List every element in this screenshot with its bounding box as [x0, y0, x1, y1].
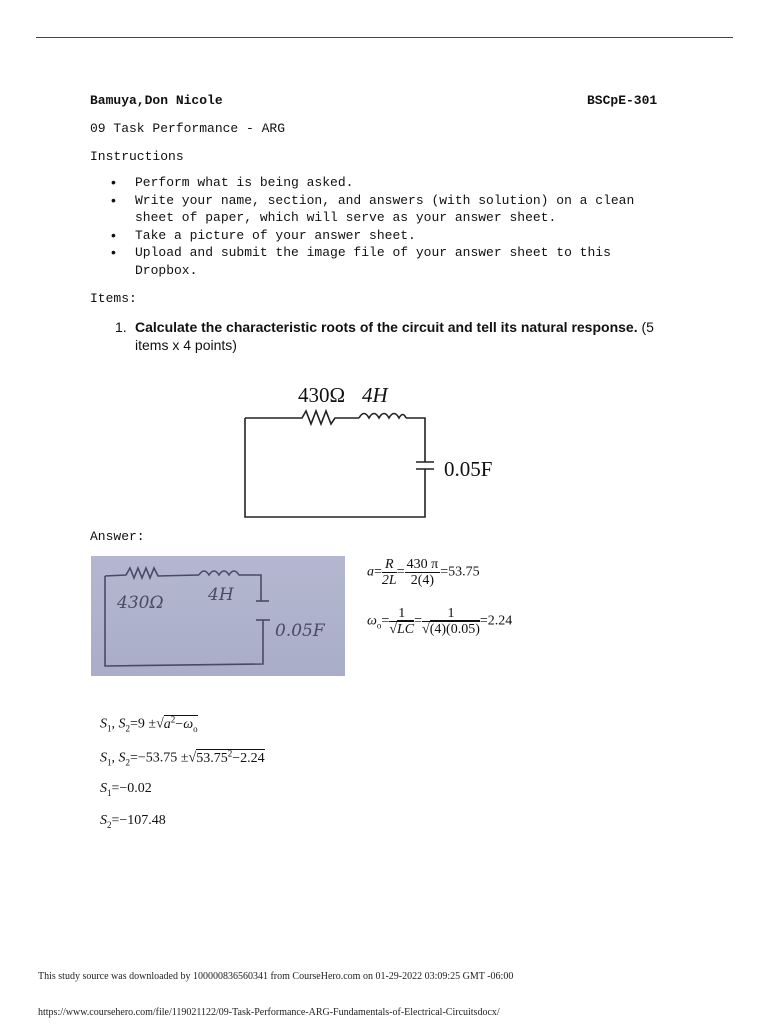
handwritten-resistor: 430Ω [117, 593, 164, 613]
fraction-values: $\frac{430 \pi}{2(4)}$ [406, 557, 439, 588]
alpha-equation: a= $\frac{R}{2L}$ = $\frac{430 \pi}{2(4)}$ =53.75 [367, 557, 480, 588]
question-text: Calculate the characteristic roots of the circuit and tell its natural response. [135, 319, 638, 335]
s1-value: −0.02 [119, 781, 152, 796]
root-s1: $S_1=-0.02$ [100, 781, 152, 798]
handwritten-capacitor: 0.05F [275, 621, 325, 641]
instruction-item: • Upload and submit the image file of your answer sheet to this Dropbox. [111, 244, 671, 279]
omega-symbol: ω [367, 613, 377, 629]
resistor-symbol [245, 411, 359, 424]
instruction-item: • Take a picture of your answer sheet. [111, 227, 671, 245]
root-s2: $S_2=-107.48$ [100, 813, 166, 830]
instruction-item: • Write your name, section, and answers (with solution) on a clean sheet of paper, which will serve as your answer sheet. [111, 192, 671, 227]
instruction-item: • Perform what is being asked. [111, 174, 671, 192]
omega-equation: $\omega_o=$ $\frac{1}{√LC}$ = $\frac{1}{√(4)(0.05)}$ =2.24 [367, 606, 513, 637]
question-number: 1. [115, 319, 127, 335]
student-section: BSCpE-301 [587, 93, 658, 108]
roots-formula: $S_1$, $S_2=9 \pm√a^2-\omega_o$ [100, 714, 198, 734]
fraction-1-sqrt-values: $\frac{1}{√(4)(0.05)}$ [422, 606, 480, 637]
fraction-1-sqrt-lc: $\frac{1}{√LC}$ [389, 606, 415, 637]
download-source-note: This study source was downloaded by 100000836560341 from CourseHero.com on 01-29-2022 03:09:25 GMT -06:00 [38, 971, 514, 982]
inductor-label: 4H [362, 383, 388, 407]
source-url[interactable]: https://www.coursehero.com/file/119021122/09-Task-Performance-ARG-Fundamentals-of-Electrical-Circuitsdocx/ [38, 1007, 500, 1018]
omega-result: 2.24 [487, 613, 513, 629]
circuit-diagram [240, 378, 530, 523]
answer-label: Answer: [90, 529, 145, 544]
alpha-result: 53.75 [448, 564, 480, 580]
resistor-label: 430Ω [298, 383, 346, 407]
inductor-symbol [359, 414, 406, 419]
question-points: (5 items x 4 points) [135, 319, 654, 353]
instructions-list [111, 174, 671, 279]
fraction-r-2l: $\frac{R}{2L}$ [381, 557, 397, 588]
capacitor-label: 0.05F [444, 457, 493, 481]
items-heading: Items: [90, 291, 137, 306]
alpha-symbol: a [367, 564, 374, 580]
student-name: Bamuya,Don Nicole [90, 93, 223, 108]
handwritten-inductor: 4H [208, 585, 234, 605]
top-rule [36, 37, 733, 38]
roots-substituted: $S_1$, $S_2=-53.75 \pm√53.75^2-2.24$ [100, 748, 265, 768]
instructions-heading: Instructions [90, 149, 184, 164]
answer-sheet-photo [91, 556, 345, 676]
question-1 [115, 318, 675, 354]
s2-value: −107.48 [119, 813, 166, 828]
document-title: 09 Task Performance - ARG [90, 121, 286, 136]
